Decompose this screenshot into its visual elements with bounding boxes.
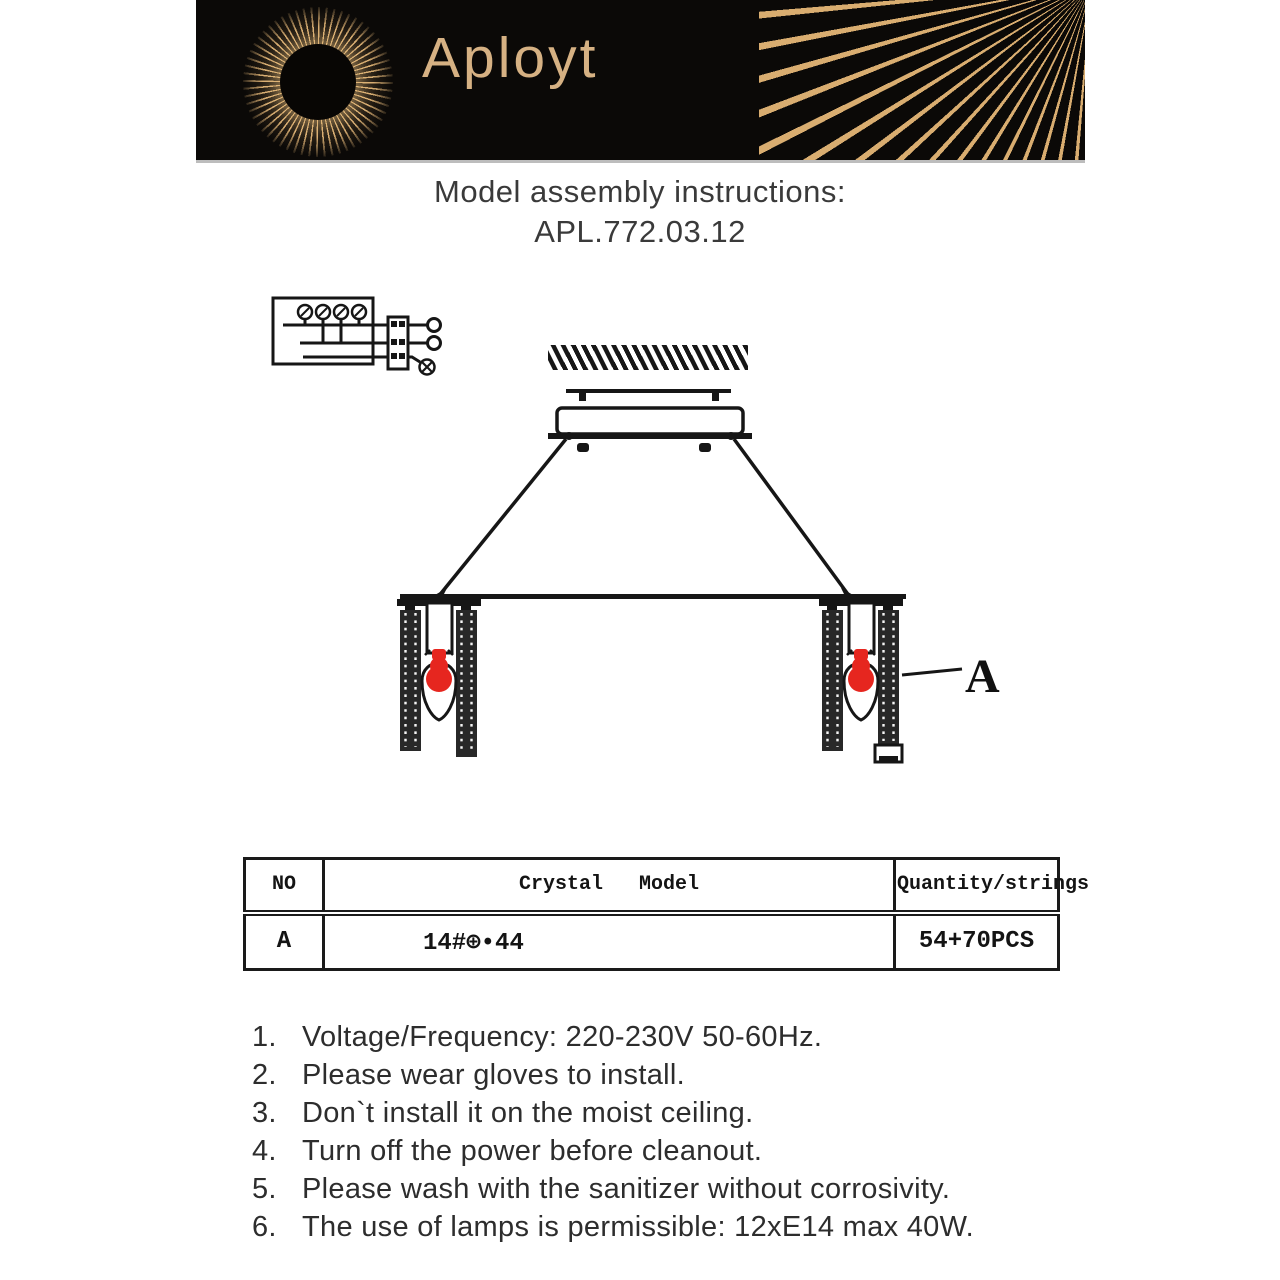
crystal-string-column (822, 610, 843, 751)
item-text: Voltage/Frequency: 220-230V 50-60Hz. (302, 1021, 823, 1053)
starburst-center (280, 44, 356, 120)
item-text: Please wash with the sanitizer without corrosivity. (302, 1173, 951, 1205)
header-crystal: Crystal Model (324, 859, 895, 913)
list-item (252, 1022, 1052, 1053)
item-number: 6. (252, 1211, 277, 1243)
cell-crystal: 14#⊕•44 (324, 913, 895, 970)
brand-wordmark: Aployt (422, 26, 599, 90)
list-item (252, 1212, 1052, 1243)
item-text: Turn off the power before cleanout. (302, 1135, 763, 1167)
brand-banner (196, 0, 1085, 163)
crystal-string-column (400, 610, 421, 751)
cell-quantity: 54+70PCS (895, 913, 1059, 970)
fixture-bar (400, 594, 906, 599)
table-header-row (245, 859, 1059, 913)
page-title: Model assembly instructions: (434, 174, 846, 209)
list-item (252, 1174, 1052, 1205)
instructions-list (252, 1022, 1052, 1250)
lamp-right (819, 599, 903, 762)
crystal-string-column (878, 610, 899, 745)
item-number: 5. (252, 1173, 277, 1205)
lamp-socket-red (848, 649, 874, 692)
candle-bulb (422, 663, 456, 720)
suspension-cable-right (734, 439, 850, 597)
header-no: NO (245, 859, 324, 913)
part-label: A (965, 650, 1000, 703)
ceiling-hatch (548, 345, 748, 370)
item-number: 2. (252, 1059, 277, 1091)
item-number: 3. (252, 1097, 277, 1129)
part-callout (902, 650, 1000, 703)
suspension-cable-left (438, 439, 566, 597)
list-item (252, 1098, 1052, 1129)
cell-no: A (245, 913, 324, 970)
header-quantity: Quantity/strings (895, 859, 1059, 913)
item-number: 4. (252, 1135, 277, 1167)
lamp-left (397, 599, 481, 757)
bottom-bracket (875, 745, 902, 762)
wiring-diagram (273, 298, 441, 375)
item-text: Please wear gloves to install. (302, 1059, 685, 1091)
item-text: Don`t install it on the moist ceiling. (302, 1097, 754, 1129)
list-item (252, 1060, 1052, 1091)
model-number: APL.772.03.12 (534, 214, 746, 249)
corner-rays-decoration-icon (759, 0, 1085, 163)
item-text: The use of lamps is permissible: 12xE14 max 40W. (302, 1211, 975, 1243)
title-block (0, 172, 1280, 252)
canopy-assembly (400, 391, 906, 600)
item-number: 1. (252, 1021, 277, 1053)
lamp-socket-red (426, 649, 452, 692)
list-item (252, 1136, 1052, 1167)
parts-table (243, 857, 1090, 971)
table-row (245, 913, 1059, 970)
crystal-string-column (456, 610, 477, 757)
candle-bulb (844, 663, 878, 720)
